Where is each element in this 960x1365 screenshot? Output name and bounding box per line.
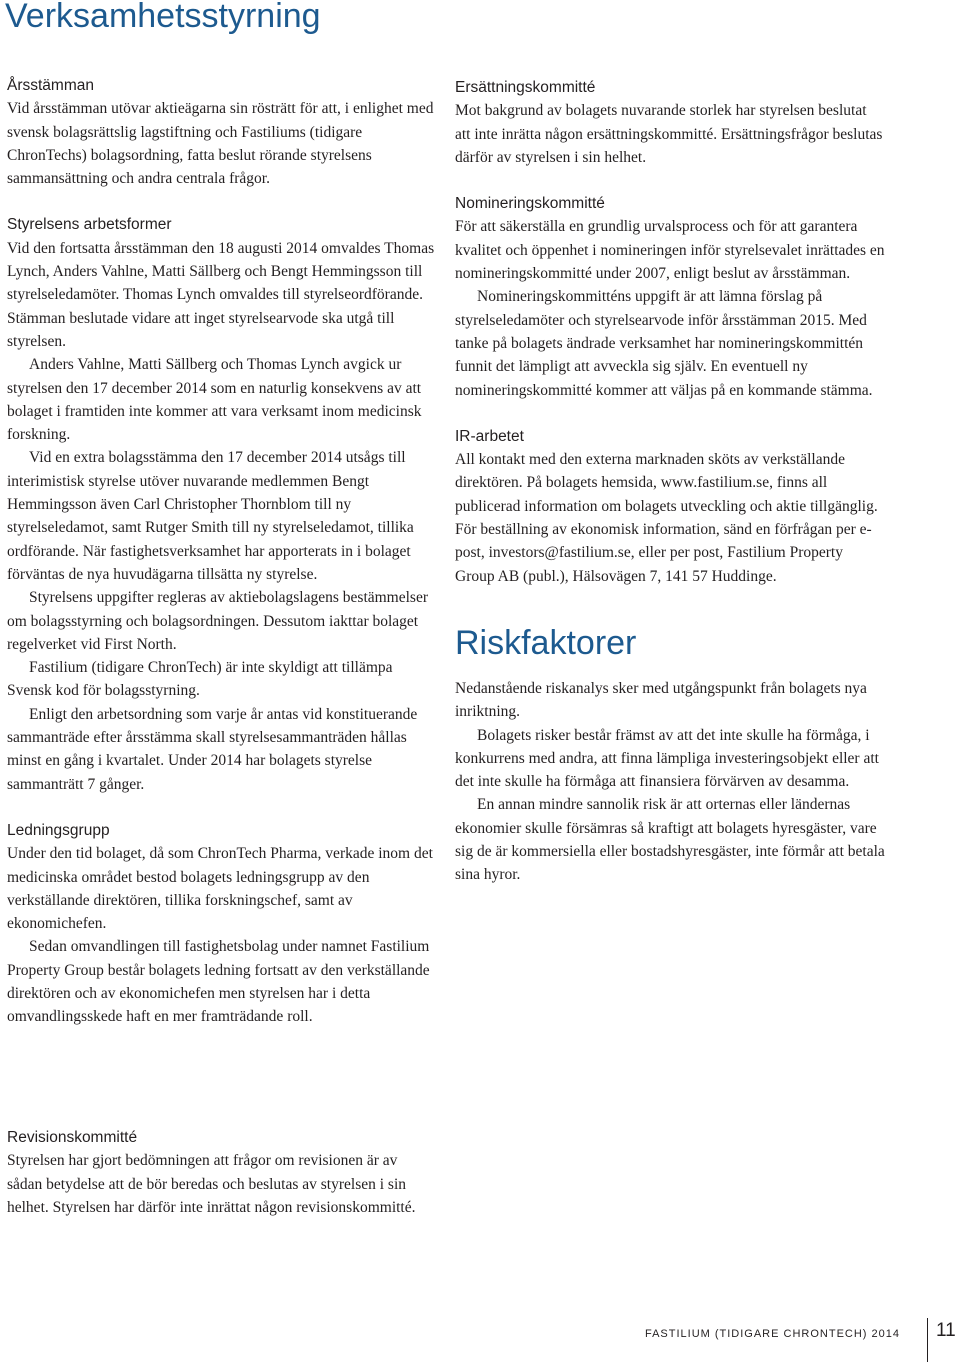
section-riskfaktorer <box>455 623 885 887</box>
paragraph: Bolagets risker består främst av att det inte skulle ha förmåga, i konkurrens med andra, att finna lämpliga investeringsobjekt eller att det inte skulle ha förmåga att finansiera förvärven av desamma. <box>455 726 879 791</box>
section-arsstamman <box>7 74 435 190</box>
paragraph: Fastilium (tidigare ChronTech) är inte skyldigt att tillämpa Svensk kod för bolagsstyrning. <box>7 659 393 700</box>
heading-revisionskommitte: Revisionskommitté <box>7 1129 138 1146</box>
paragraph: Nedanstående riskanalys sker med utgångspunkt från bolagets nya inriktning. <box>455 679 867 721</box>
left-column <box>7 74 435 1029</box>
heading-riskfaktorer: Riskfaktorer <box>455 623 637 662</box>
section-ledningsgrupp <box>7 819 435 1029</box>
paragraph: Sedan omvandlingen till fastighetsbolag under namnet Fastilium Property Group består bolagets ledning fortsatt av den verkställande direktören och av ekonomichefen men styrelsen har i detta omvandlingsskede haft en mer framträdande roll. <box>7 938 430 1026</box>
page-title: Verksamhetsstyrning <box>5 0 321 35</box>
footer-company: FASTILIUM (TIDIGARE CHRONTECH) 2014 <box>644 1328 900 1340</box>
section-styrelsens-arbetsformer <box>7 213 435 795</box>
section-ir-arbetet <box>455 425 885 588</box>
paragraph: Styrelsens uppgifter regleras av aktiebolagslagens bestämmelser om bolagsstyrning och bolagsordningen. Dessutom iakttar bolaget regelverket vid First North. <box>7 589 428 653</box>
paragraph: All kontakt med den externa marknaden sköts av verkställande direktören. På bolagets hemsida, www.fastilium.se, finns all publicerad information om bolagets utveckling och aktie tillgänglig. För beställning av ekonomisk information, sänd en förfrågan per e-post, investors@fastilium.se, eller per post, Fastilium Property Group AB (publ.), Hälsovägen 7, 141 57 Huddinge. <box>455 451 878 585</box>
heading-ir-arbetet: IR-arbetet <box>455 427 524 445</box>
right-column <box>455 76 885 887</box>
paragraph: Enligt den arbetsordning som varje år antas vid konstituerande sammanträde efter årsstämma skall styrelsesammanträden hållas minst en gång i kvartalet. Under 2014 har bolagets styrelse sammanträtt 7 gånger. <box>7 705 418 793</box>
heading-ledningsgrupp: Ledningsgrupp <box>7 821 110 839</box>
footer-divider <box>927 1318 928 1362</box>
heading-ersattningskommitte: Ersättningskommitté <box>455 79 596 96</box>
page-number: 11 <box>936 1320 956 1341</box>
paragraph: För att säkerställa en grundlig urvalsprocess och för att garantera kvalitet och öppenhet i nomineringen inför styrelsevalet inrättades en nomineringskommitté under 2007, enligt beslut av årsstämman. <box>455 218 885 283</box>
section-ersattningskommitte <box>455 76 885 169</box>
paragraph: Anders Vahlne, Matti Sällberg och Thomas Lynch avgick ur styrelsen den 17 december 2014 som en naturlig konsekvens av att bolaget i framtiden inte kommer att vara verksamt inom medicinsk forskning. <box>7 356 422 444</box>
heading-nomineringskommitte: Nomineringskommitté <box>455 195 605 213</box>
section-revisionskommitte <box>7 1126 435 1219</box>
paragraph: Vid den fortsatta årsstämman den 18 augusti 2014 omvaldes Thomas Lynch, Anders Vahlne, Matti Sällberg och Bengt Hemmingsson till styrelseledamöter. Thomas Lynch omvaldes till styrelseordförande. Stämman beslutade vidare att inget styrelsearvode ska utgå till styrelsen. <box>7 239 435 350</box>
section-nomineringskommitte <box>455 192 885 402</box>
paragraph: Nomineringskommitténs uppgift är att lämna förslag på styrelseledamöter och styrelsearvode inför årsstämman 2015. Med tanke på bolagets ändrade verksamhet har nomineringskommittén funnit det lämpligt att avveckla sig själv. En eventuell ny nomineringskommitté kommer att väljas på en kommande stämma. <box>455 288 873 399</box>
paragraph: Under den tid bolaget, då som ChronTech Pharma, verkade inom det medicinska området bestod bolagets ledningsgrupp av den verkställande direktören, tillika forskningschef, samt av ekonomichefen. <box>7 845 433 933</box>
paragraph: Vid årsstämman utövar aktieägarna sin rösträtt för att, i enlighet med svensk bolagsrättslig lagstiftning och Fastiliums (tidigare ChronTechs) bolagsordning, fatta beslut rörande styrelsens sammansättning och andra centrala frågor. <box>7 100 434 188</box>
heading-arsstamman: Årsstämman <box>7 77 94 94</box>
paragraph: Vid en extra bolagsstämma den 17 december 2014 utsågs till interimistisk styrelse utöver nuvarande medlemmen Bengt Hemmingsson även Carl Christopher Thornblom till ny styrelseledamot, samt Rutger Smith till ny styrelseledamot, tillika ordförande. När fastighetsverksamhet har apporterats in i bolaget förväntas de nya huvudägarna tillsätta ny styrelse. <box>7 449 414 583</box>
paragraph: Mot bakgrund av bolagets nuvarande storlek har styrelsen beslutat att inte inrätta någon ersättningskommitté. Ersättningsfrågor beslutas därför av styrelsen i sin helhet. <box>455 102 883 166</box>
paragraph: Styrelsen har gjort bedömningen att frågor om revisionen är av sådan betydelse att de bör beredas och beslutas av styrelsen i sin helhet. Styrelsen har därför inte inrättat någon revisionskommitté. <box>7 1152 416 1216</box>
heading-styrelsens-arbetsformer: Styrelsens arbetsformer <box>7 216 172 234</box>
paragraph: En annan mindre sannolik risk är att orternas eller ländernas ekonomier skulle försämras så kraftigt att bolagets hyresgäster, vare sig de är kommersiella eller bostadshyresgäster, inte förmår att betala sina hyror. <box>455 796 885 884</box>
